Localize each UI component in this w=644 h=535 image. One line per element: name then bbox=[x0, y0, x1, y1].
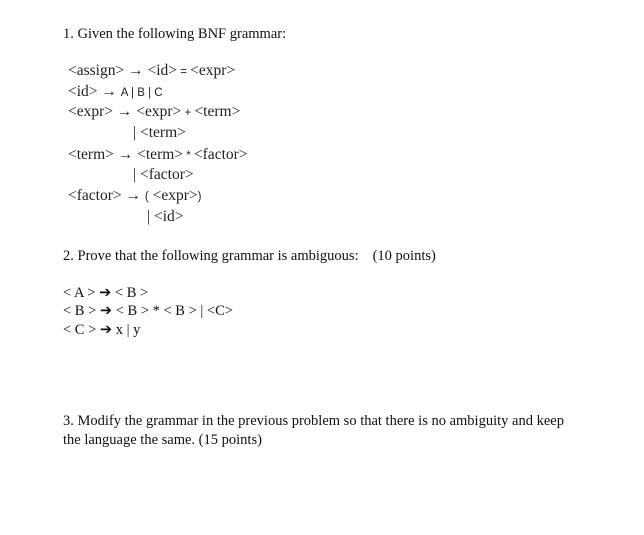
q3-line-2: the language the same. (15 points) bbox=[63, 432, 262, 448]
rule-head: <factor> → bbox=[68, 187, 141, 204]
rule-lhs: < B > bbox=[63, 303, 97, 319]
rule-close: ) bbox=[197, 191, 202, 203]
q2-rule-a bbox=[63, 286, 148, 301]
q2-rule-c bbox=[63, 323, 140, 338]
rule-head: <id> → bbox=[68, 83, 117, 100]
grammar-rule-term bbox=[68, 147, 248, 163]
q2-rule-b bbox=[63, 304, 233, 319]
grammar-rule-id bbox=[68, 84, 163, 100]
rule-tail: <factor> bbox=[193, 146, 248, 163]
rule-sep: = bbox=[177, 66, 191, 78]
grammar-rule-assign bbox=[68, 63, 235, 79]
rule-tail: <term> bbox=[194, 103, 241, 120]
grammar-rule-factor bbox=[68, 188, 201, 204]
rule-tail: <expr> bbox=[190, 62, 236, 79]
rule-rhs: x | y bbox=[115, 322, 141, 338]
rule-lhs: < A > bbox=[63, 285, 96, 301]
q3-line-1: 3. Modify the grammar in the previous problem so that there is no ambiguity and keep bbox=[63, 413, 564, 429]
rule-sep: * bbox=[183, 150, 194, 162]
rule-sep: + bbox=[181, 107, 195, 119]
rule-head: <term> → <term> bbox=[68, 146, 184, 163]
rule-rhs: < B > bbox=[114, 285, 149, 301]
rule-alts: A | B | C bbox=[120, 87, 163, 99]
arrow-icon: ➔ bbox=[99, 322, 113, 338]
rule-tail: <expr> bbox=[152, 187, 198, 204]
arrow-icon: ➔ bbox=[99, 285, 112, 301]
q2-heading: 2. Prove that the following grammar is ambiguous: bbox=[63, 248, 359, 264]
q2-heading-line bbox=[63, 249, 436, 264]
grammar-rule-expr bbox=[68, 104, 240, 120]
rule-lhs: < C > bbox=[63, 322, 97, 338]
arrow-icon: ➔ bbox=[99, 303, 113, 319]
grammar-rule-term-alt: | <factor> bbox=[133, 166, 194, 183]
rule-paren: ( bbox=[144, 191, 149, 203]
q1-heading: 1. Given the following BNF grammar: bbox=[63, 26, 287, 42]
grammar-rule-factor-alt: | <id> bbox=[147, 208, 184, 225]
rule-head: <assign> → <id> bbox=[68, 62, 178, 79]
grammar-rule-expr-alt: | <term> bbox=[133, 124, 186, 141]
rule-head: <expr> → <expr> bbox=[68, 103, 182, 120]
rule-rhs: < B > * < B > | <C> bbox=[115, 303, 233, 319]
q2-points: (10 points) bbox=[372, 248, 436, 264]
